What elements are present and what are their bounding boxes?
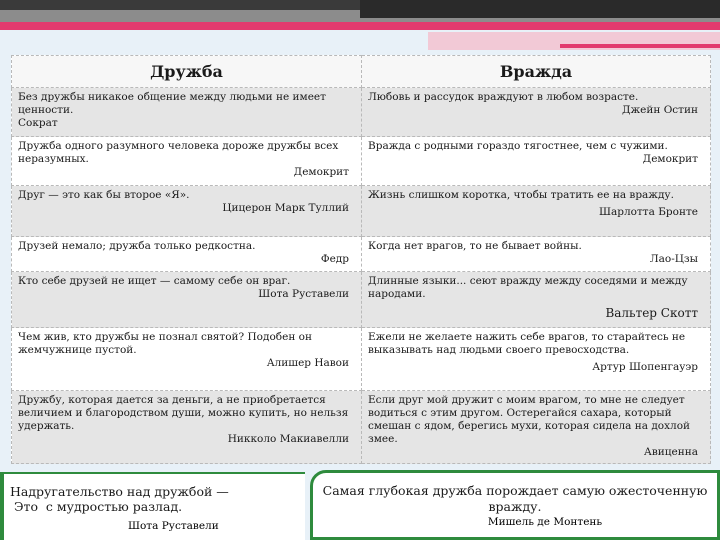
quote-text: Дружба одного разумного человека дороже дружбы всех неразумных. [18, 140, 339, 165]
quote-text: Длинные языки... сеют вражду между соседями и между народами. [368, 275, 688, 300]
table-row [12, 237, 711, 272]
quote-text: Друзей немало; дружба только редкостна. [18, 240, 256, 252]
table-row [12, 272, 711, 328]
footer-quote-left-author: Шота Руставели [128, 520, 219, 532]
quote-text: Когда нет врагов, то не бывает войны. [368, 240, 582, 252]
table-row [12, 137, 711, 186]
quote-text: Любовь и рассудок враждуют в любом возрасте. [368, 91, 639, 103]
footer-quote-right-author: Мишель де Монтень [487, 516, 603, 528]
decor-line-pink [560, 44, 720, 48]
enmity-cell [362, 88, 711, 137]
table-row [12, 328, 711, 391]
table-row [12, 391, 711, 464]
friendship-cell [12, 237, 362, 272]
quote-text: Жизнь слишком коротка, чтобы тратить ее на вражду. [368, 189, 674, 201]
quote-text: Ежели не желаете нажить себе врагов, то старайтесь не выказывать над людьми своего превосходства. [368, 331, 686, 356]
top-bar-dark-strip [360, 0, 720, 18]
quote-author: Шарлотта Бронте [599, 206, 698, 218]
footer-quote-left [0, 472, 305, 540]
friendship-cell [12, 88, 362, 137]
footer-quote-left-line1: Надругательство над дружбой — [10, 484, 229, 499]
quote-author: Сократ [18, 117, 58, 129]
enmity-cell [362, 391, 711, 464]
header-enmity: Вражда [362, 56, 711, 88]
quote-text: Вражда с родными гораздо тягостнее, чем с чужими. [368, 140, 668, 152]
quote-author: Цицерон Марк Туллий [222, 202, 349, 214]
table-row [12, 88, 711, 137]
quote-text: Кто себе друзей не ищет — самому себе он враг. [18, 275, 291, 287]
enmity-cell [362, 186, 711, 237]
accent-bar [0, 22, 720, 30]
quote-author: Артур Шопенгауэр [592, 361, 698, 373]
friendship-cell [12, 391, 362, 464]
enmity-cell [362, 237, 711, 272]
quote-author: Федр [320, 253, 349, 265]
quote-author: Лао-Цзы [649, 253, 698, 265]
quote-text: Чем жив, кто дружбы не познал святой? Подобен он жемчужнице пустой. [18, 331, 312, 356]
quote-author: Алишер Навои [266, 357, 349, 369]
quotes-table [11, 55, 711, 464]
friendship-cell [12, 186, 362, 237]
quote-text: Без дружбы никакое общение между людьми не имеет ценности. [18, 91, 326, 116]
quote-text: Друг — это как бы второе «Я». [18, 189, 190, 201]
friendship-cell [12, 137, 362, 186]
quote-author: Авиценна [643, 446, 698, 458]
footer-quote-right [310, 470, 720, 540]
header-friendship: Дружба [12, 56, 362, 88]
quote-author: Никколо Макиавелли [227, 433, 349, 445]
quote-author: Демокрит [642, 153, 698, 165]
friendship-cell [12, 272, 362, 328]
quote-author: Джейн Остин [621, 104, 698, 116]
quote-author: Демокрит [293, 166, 349, 178]
footer-quote-left-line2: Это с мудростью разлад. [10, 499, 183, 514]
quote-text: Если друг мой дружит с моим врагом, то мне не следует водиться с этим другом. Остерегайся сахара, который смешан с ядом, берегись мухи, которая сидела на дохлой змее. [368, 394, 691, 445]
enmity-cell [362, 328, 711, 391]
quote-text: Дружбу, которая дается за деньги, а не приобретается величием и благородством души, можно купить, но нельзя удержать. [18, 394, 349, 432]
footer-quote-right-text: Самая глубокая дружба порождает самую ожесточенную вражду. [322, 483, 708, 514]
quote-author: Вальтер Скотт [605, 306, 698, 320]
friendship-cell [12, 328, 362, 391]
table-row [12, 186, 711, 237]
table-header-row [12, 56, 711, 88]
enmity-cell [362, 272, 711, 328]
enmity-cell [362, 137, 711, 186]
quote-author: Шота Руставели [258, 288, 349, 300]
